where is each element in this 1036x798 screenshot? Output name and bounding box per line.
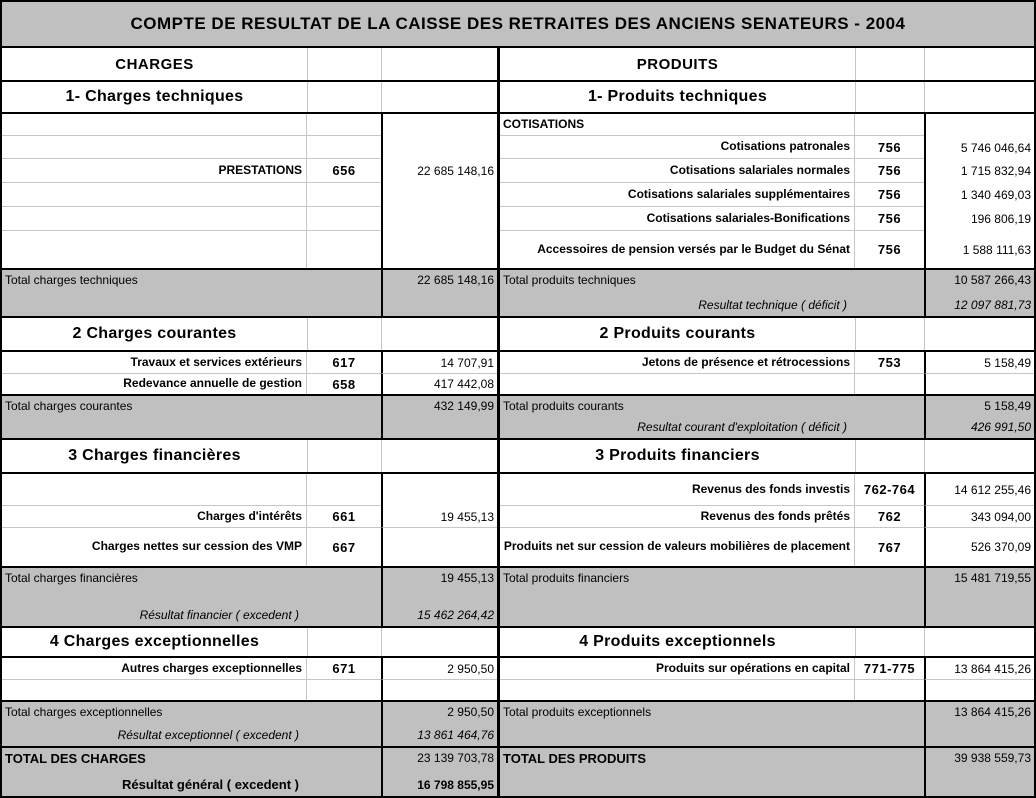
row-label: Autres charges exceptionnelles bbox=[2, 658, 307, 680]
spacer-cell bbox=[855, 318, 924, 350]
total-value: 13 864 415,26 bbox=[954, 705, 1031, 719]
table-row bbox=[2, 114, 497, 136]
row-value bbox=[381, 114, 497, 136]
row-label: Revenus des fonds prêtés bbox=[500, 506, 855, 528]
row-label: Cotisations patronales bbox=[500, 136, 855, 159]
result-value: 13 861 464,76 bbox=[417, 728, 494, 742]
charges-section4-header bbox=[2, 628, 497, 658]
row-code: 617 bbox=[307, 352, 381, 374]
spacer-cell bbox=[924, 82, 1034, 112]
total-label: Total produits courants bbox=[503, 399, 624, 413]
row-code: 756 bbox=[877, 242, 902, 257]
row-code bbox=[307, 114, 381, 136]
table-row-cession-vmp bbox=[500, 528, 1034, 566]
total-label: Total produits financiers bbox=[503, 571, 630, 585]
row-code: 667 bbox=[332, 539, 356, 555]
row-value bbox=[381, 231, 497, 268]
charges-section3-header bbox=[2, 440, 497, 474]
total-label: Total charges courantes bbox=[5, 399, 133, 413]
row-code: 756 bbox=[855, 159, 924, 183]
grand-result-label: Résultat général ( excedent ) bbox=[122, 777, 299, 792]
produits-header-code-cell bbox=[855, 48, 924, 80]
row-value bbox=[924, 114, 1034, 136]
row-label: Charges nettes sur cession des VMP bbox=[2, 528, 307, 566]
spacer-cell bbox=[381, 318, 497, 350]
spacer-cell bbox=[855, 440, 924, 472]
row-value: 19 455,13 bbox=[381, 506, 497, 528]
row-value: 22 685 148,16 bbox=[381, 159, 497, 183]
row-value bbox=[381, 474, 497, 506]
row-value: 526 370,09 bbox=[924, 528, 1034, 566]
row-value bbox=[381, 528, 497, 566]
produits-tech-total bbox=[500, 270, 1034, 318]
produits-column-header bbox=[500, 48, 1034, 82]
table-row-cot-supplementaires bbox=[500, 183, 1034, 207]
charges-financieres-rows bbox=[2, 474, 497, 568]
document-title: COMPTE DE RESULTAT DE LA CAISSE DES RETRAITES DES ANCIENS SENATEURS - 2004 bbox=[2, 2, 1034, 48]
row-value bbox=[381, 183, 497, 207]
row-label: Produits net sur cession de valeurs mobilières de placement bbox=[500, 528, 855, 566]
row-label: Revenus des fonds investis bbox=[500, 474, 855, 506]
row-code: 762 bbox=[855, 506, 924, 528]
spacer-cell bbox=[924, 318, 1034, 350]
table-row bbox=[2, 183, 497, 207]
row-code: 762-764 bbox=[855, 474, 924, 506]
row-value bbox=[924, 680, 1034, 700]
table-row bbox=[2, 207, 497, 231]
row-label bbox=[2, 231, 307, 268]
spacer-cell bbox=[855, 82, 924, 112]
spacer-cell bbox=[381, 82, 497, 112]
row-label: Redevance annuelle de gestion bbox=[2, 374, 307, 394]
row-code: 771-775 bbox=[855, 658, 924, 680]
row-label: Charges d'intérêts bbox=[2, 506, 307, 528]
produits-exceptionnels-total bbox=[500, 702, 1034, 748]
total-value: 15 481 719,55 bbox=[954, 571, 1031, 585]
spacer-cell bbox=[381, 440, 497, 472]
table-row-fonds-investis bbox=[500, 474, 1034, 506]
row-value: 196 806,19 bbox=[924, 207, 1034, 231]
row-value: 1 715 832,94 bbox=[924, 159, 1034, 183]
row-code: 767 bbox=[877, 539, 902, 555]
grand-total-value: 23 139 703,78 bbox=[417, 751, 494, 765]
total-value: 432 149,99 bbox=[433, 399, 494, 413]
row-value: 14 707,91 bbox=[381, 352, 497, 374]
total-label: Total produits techniques bbox=[503, 273, 636, 287]
spacer-cell bbox=[855, 628, 924, 656]
row-code: 756 bbox=[855, 136, 924, 159]
charges-section1-title: 1- Charges techniques bbox=[65, 88, 244, 105]
row-value: 13 864 415,26 bbox=[924, 658, 1034, 680]
charges-column bbox=[2, 48, 497, 796]
charges-section1-header bbox=[2, 82, 497, 114]
table-row-operations-capital bbox=[500, 658, 1034, 680]
result-value: 12 097 881,73 bbox=[954, 298, 1031, 312]
produits-column bbox=[497, 48, 1034, 796]
row-code bbox=[855, 114, 924, 136]
row-label: Travaux et services extérieurs bbox=[2, 352, 307, 374]
charges-exceptionnelles-rows bbox=[2, 658, 497, 702]
row-code: 658 bbox=[332, 376, 356, 392]
row-code: 661 bbox=[307, 506, 381, 528]
table-row-cot-bonifications bbox=[500, 207, 1034, 231]
charges-courantes-total bbox=[2, 396, 497, 440]
table-row bbox=[2, 474, 497, 506]
row-code bbox=[307, 183, 381, 207]
result-label: Resultat courant d'exploitation ( déficit ) bbox=[637, 420, 847, 434]
row-code: 756 bbox=[855, 207, 924, 231]
charges-section2-title: 2 Charges courantes bbox=[72, 325, 237, 342]
grand-total-value: 39 938 559,73 bbox=[954, 751, 1031, 765]
row-code: 656 bbox=[307, 159, 381, 183]
row-value: 14 612 255,46 bbox=[924, 474, 1034, 506]
result-label: Resultat technique ( déficit ) bbox=[698, 298, 847, 312]
row-code bbox=[307, 231, 381, 268]
row-value: 1 340 469,03 bbox=[924, 183, 1034, 207]
table-row bbox=[2, 680, 497, 700]
produits-header-label: PRODUITS bbox=[636, 55, 719, 73]
total-value: 10 587 266,43 bbox=[954, 273, 1031, 287]
row-label bbox=[2, 207, 307, 231]
row-code bbox=[307, 680, 381, 700]
table-row bbox=[500, 680, 1034, 700]
row-label: PRESTATIONS bbox=[2, 159, 307, 183]
row-label bbox=[2, 114, 307, 136]
row-code bbox=[855, 680, 924, 700]
result-label: Résultat exceptionnel ( excedent ) bbox=[117, 728, 299, 742]
row-label bbox=[2, 680, 307, 700]
charges-column-header bbox=[2, 48, 497, 82]
charges-grand-total bbox=[2, 748, 497, 796]
total-label: Total charges financières bbox=[5, 571, 138, 585]
row-label: Cotisations salariales supplémentaires bbox=[500, 183, 855, 207]
table-row bbox=[2, 231, 497, 268]
row-label bbox=[2, 136, 307, 159]
row-value: 343 094,00 bbox=[924, 506, 1034, 528]
table-row-accessoires bbox=[500, 231, 1034, 268]
charges-header-value-cell bbox=[381, 48, 497, 80]
produits-header-value-cell bbox=[924, 48, 1034, 80]
produits-courants-rows bbox=[500, 352, 1034, 396]
table-row-redevance bbox=[2, 374, 497, 394]
total-value: 22 685 148,16 bbox=[417, 273, 494, 287]
produits-section4-title: 4 Produits exceptionnels bbox=[579, 633, 776, 650]
charges-tech-rows bbox=[2, 114, 497, 270]
row-code: 753 bbox=[855, 352, 924, 374]
spacer-cell bbox=[307, 440, 381, 472]
total-label: Total charges exceptionnelles bbox=[5, 705, 163, 719]
row-code: 756 bbox=[855, 183, 924, 207]
row-label: Produits sur opérations en capital bbox=[500, 658, 855, 680]
spacer-cell bbox=[307, 82, 381, 112]
charges-section3-title: 3 Charges financières bbox=[68, 447, 241, 464]
row-label: Cotisations salariales normales bbox=[500, 159, 855, 183]
row-label: COTISATIONS bbox=[500, 114, 855, 136]
row-label: Jetons de présence et rétrocessions bbox=[500, 352, 855, 374]
produits-grand-total bbox=[500, 748, 1034, 796]
charges-header-label: CHARGES bbox=[115, 55, 194, 73]
spacer-cell bbox=[924, 628, 1034, 656]
produits-courants-total bbox=[500, 396, 1034, 440]
table-body bbox=[2, 48, 1034, 796]
total-label: Total charges techniques bbox=[5, 273, 138, 287]
produits-section2-header bbox=[500, 318, 1034, 352]
row-value: 5 158,49 bbox=[924, 352, 1034, 374]
row-label bbox=[2, 183, 307, 207]
charges-courantes-rows bbox=[2, 352, 497, 396]
table-row-jetons bbox=[500, 352, 1034, 374]
charges-section4-title: 4 Charges exceptionnelles bbox=[49, 633, 260, 650]
produits-exceptionnels-rows bbox=[500, 658, 1034, 702]
total-value: 2 950,50 bbox=[447, 705, 494, 719]
row-value bbox=[381, 136, 497, 159]
produits-financiers-total bbox=[500, 568, 1034, 628]
table-row-cot-patronales bbox=[500, 136, 1034, 159]
produits-section4-header bbox=[500, 628, 1034, 658]
row-value: 1 588 111,63 bbox=[924, 231, 1034, 268]
produits-section3-header bbox=[500, 440, 1034, 474]
row-label bbox=[2, 474, 307, 506]
row-code bbox=[307, 136, 381, 159]
produits-tech-rows bbox=[500, 114, 1034, 270]
grand-total-label: TOTAL DES CHARGES bbox=[5, 751, 146, 766]
total-value: 19 455,13 bbox=[440, 571, 494, 585]
produits-financiers-rows bbox=[500, 474, 1034, 568]
row-value: 5 746 046,64 bbox=[924, 136, 1034, 159]
total-value: 5 158,49 bbox=[984, 399, 1031, 413]
produits-section2-title: 2 Produits courants bbox=[599, 325, 756, 342]
row-label bbox=[500, 680, 855, 700]
grand-total-label: TOTAL DES PRODUITS bbox=[503, 751, 647, 766]
produits-section1-header bbox=[500, 82, 1034, 114]
row-value: 2 950,50 bbox=[381, 658, 497, 680]
row-code bbox=[307, 207, 381, 231]
grand-result-value: 16 798 855,95 bbox=[417, 778, 494, 792]
spacer-cell bbox=[924, 440, 1034, 472]
row-value bbox=[381, 680, 497, 700]
row-value bbox=[924, 374, 1034, 394]
spacer-cell bbox=[307, 628, 381, 656]
charges-header-code-cell bbox=[307, 48, 381, 80]
table-row-prestations bbox=[2, 159, 497, 183]
produits-section3-title: 3 Produits financiers bbox=[595, 447, 760, 464]
table-row bbox=[500, 374, 1034, 394]
result-label: Résultat financier ( excedent ) bbox=[139, 608, 299, 622]
table-row-cotisations-heading bbox=[500, 114, 1034, 136]
row-code bbox=[855, 374, 924, 394]
row-label: Cotisations salariales-Bonifications bbox=[500, 207, 855, 231]
table-row-interets bbox=[2, 506, 497, 528]
charges-financieres-total bbox=[2, 568, 497, 628]
total-label: Total produits exceptionnels bbox=[503, 705, 652, 719]
result-value: 15 462 264,42 bbox=[417, 608, 494, 622]
charges-tech-total bbox=[2, 270, 497, 318]
table-row bbox=[2, 136, 497, 159]
table-row-travaux bbox=[2, 352, 497, 374]
produits-section1-title: 1- Produits techniques bbox=[587, 88, 768, 105]
row-code bbox=[307, 474, 381, 506]
charges-section2-header bbox=[2, 318, 497, 352]
spacer-cell bbox=[307, 318, 381, 350]
row-label bbox=[500, 374, 855, 394]
row-value bbox=[381, 207, 497, 231]
table-row-fonds-pretes bbox=[500, 506, 1034, 528]
row-value: 417 442,08 bbox=[381, 374, 497, 394]
result-value: 426 991,50 bbox=[970, 420, 1031, 434]
table-row-cot-normales bbox=[500, 159, 1034, 183]
table-row-vmp bbox=[2, 528, 497, 566]
row-label: Accessoires de pension versés par le Budget du Sénat bbox=[500, 231, 855, 268]
row-code: 671 bbox=[307, 658, 381, 680]
charges-exceptionnelles-total bbox=[2, 702, 497, 748]
table-row-autres-charges bbox=[2, 658, 497, 680]
spacer-cell bbox=[381, 628, 497, 656]
